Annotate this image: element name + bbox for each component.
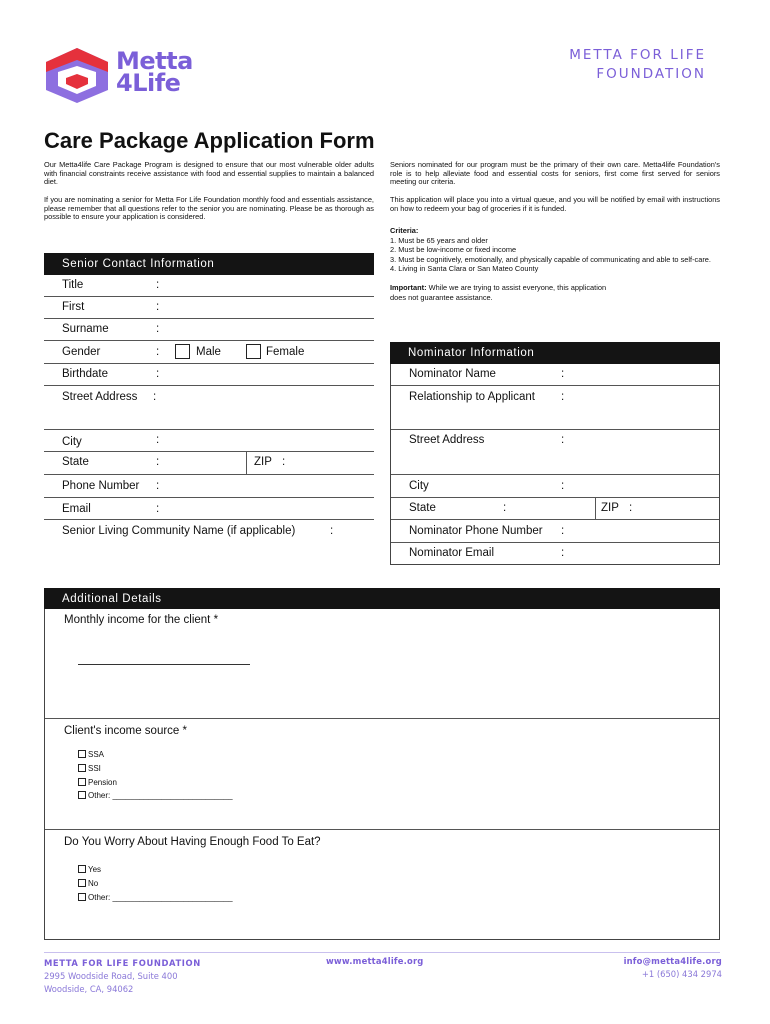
logo-mark-icon: [44, 46, 110, 104]
nominator-name-field[interactable]: [391, 364, 719, 386]
income-input[interactable]: [78, 655, 250, 665]
colon: :: [156, 480, 160, 492]
colon: :: [561, 368, 565, 380]
colon: :: [156, 301, 160, 313]
colon: :: [282, 456, 286, 468]
first-label: First: [62, 301, 85, 313]
relationship-field[interactable]: [391, 386, 719, 430]
nominator-email-field[interactable]: [391, 543, 719, 564]
colon: :: [156, 368, 160, 380]
colon: :: [561, 434, 565, 446]
checkbox[interactable]: [78, 879, 86, 887]
colon: :: [156, 503, 160, 515]
email-link[interactable]: info@metta4life.org: [623, 956, 722, 966]
checkbox[interactable]: [78, 778, 86, 786]
relationship-label: Relationship to Applicant: [409, 391, 535, 403]
nominator-street-label: Street Address: [409, 434, 485, 446]
food-option-yes[interactable]: Yes: [78, 863, 233, 877]
gender-label: Gender: [62, 346, 101, 358]
criteria-block: [390, 226, 720, 302]
phone-label: Phone Number: [62, 480, 140, 492]
street-label: Street Address: [62, 391, 138, 403]
footer-website[interactable]: [326, 955, 423, 968]
colon: :: [330, 525, 334, 537]
city-label: City: [62, 436, 82, 448]
website-link[interactable]: www.metta4life.org: [326, 956, 424, 966]
gender-field: [44, 341, 374, 364]
nominator-phone-label: Nominator Phone Number: [409, 525, 543, 537]
birthdate-field[interactable]: [44, 364, 374, 386]
additional-section-heading: Additional Details: [44, 588, 720, 609]
criteria-item: 2. Must be low-income or fixed income: [390, 245, 517, 255]
male-checkbox[interactable]: [175, 344, 190, 359]
nominator-phone-field[interactable]: [391, 520, 719, 543]
criteria-item: 4. Living in Santa Clara or San Mateo County: [390, 264, 539, 274]
logo-line-2: 4Life: [116, 69, 181, 97]
colon: :: [156, 323, 160, 335]
male-label: Male: [196, 346, 221, 358]
colon: :: [629, 502, 633, 514]
city-field[interactable]: [44, 430, 374, 452]
phone-field[interactable]: [44, 475, 374, 498]
footer-divider: [44, 952, 720, 953]
food-question: Do You Worry About Having Enough Food To Eat?: [64, 836, 321, 848]
nominator-city-label: City: [409, 480, 429, 492]
title-field[interactable]: [44, 275, 374, 297]
nominator-state-label: State: [409, 502, 436, 514]
source-option-other[interactable]: Other: ___________________________: [78, 789, 233, 803]
food-option-no[interactable]: No: [78, 877, 233, 891]
footer-address-line-2: Woodside, CA, 94062: [44, 984, 134, 994]
footer-address-line-1: 2995 Woodside Road, Suite 400: [44, 971, 178, 981]
colon: :: [561, 480, 565, 492]
colon: :: [561, 391, 565, 403]
community-field[interactable]: [44, 520, 374, 542]
street-address-field[interactable]: [44, 386, 374, 430]
colon: :: [156, 434, 160, 446]
zip-label: ZIP: [254, 456, 272, 468]
source-option-pension[interactable]: Pension: [78, 776, 233, 790]
colon: :: [156, 346, 160, 358]
income-question: Monthly income for the client *: [64, 614, 219, 626]
criteria-item: 3. Must be cognitively, emotionally, and physically capable of communicating and able to self-care.: [390, 254, 711, 264]
email-field[interactable]: [44, 498, 374, 520]
surname-field[interactable]: [44, 319, 374, 341]
colon: :: [561, 525, 565, 537]
checkbox[interactable]: [78, 791, 86, 799]
state-zip-row: [44, 452, 374, 475]
footer-org-name: METTA FOR LIFE FOUNDATION: [44, 958, 201, 968]
footer-contact: [624, 955, 722, 981]
intro-left-p1: Our Metta4life Care Package Program is designed to ensure that our most vulnerable older adults with financial constraints receive assistance with food and essential supplies to maintain a balanced diet.: [44, 160, 374, 187]
nominator-email-label: Nominator Email: [409, 547, 494, 559]
first-name-field[interactable]: [44, 297, 374, 319]
criteria-item: 1. Must be 65 years and older: [390, 235, 488, 245]
intro-left-p2: If you are nominating a senior for Metta For Life Foundation monthly food and essentials assistance, please remember that all questions refer to the senior you are nominating. Please be as thorough as possible to ensure your application is considered.: [44, 195, 374, 222]
state-label: State: [62, 456, 89, 468]
checkbox[interactable]: [78, 865, 86, 873]
footer-address: [44, 957, 201, 996]
female-checkbox[interactable]: [246, 344, 261, 359]
nominator-city-field[interactable]: [391, 475, 719, 498]
title-label: Title: [62, 279, 84, 291]
criteria-title: Criteria:: [390, 226, 419, 235]
nominator-street-field[interactable]: [391, 430, 719, 475]
logo-line-1: Metta: [116, 47, 193, 75]
nominator-section-heading: Nominator Information: [390, 342, 720, 364]
nominator-form: [390, 364, 720, 565]
nominator-state-zip-row: [391, 498, 719, 520]
intro-right-p1: Seniors nominated for our program must be the primary of their own care. Metta4life Foundation's role is to help alleviate food and essential costs for seniors, first come first served for seniors meeting our criteria.: [390, 160, 720, 187]
nominator-zip-label: ZIP: [601, 502, 619, 514]
food-options: [78, 863, 233, 904]
source-options: [78, 748, 233, 803]
birthdate-label: Birthdate: [62, 368, 109, 380]
colon: :: [561, 547, 565, 559]
checkbox[interactable]: [78, 764, 86, 772]
email-label: Email: [62, 503, 91, 515]
org-name-line-2: FOUNDATION: [596, 66, 706, 82]
senior-section-heading: Senior Contact Information: [44, 253, 374, 275]
important-text: While we are trying to assist everyone, this application does not guarantee assistance.: [390, 282, 607, 302]
org-name-line-1: METTA FOR LIFE: [569, 47, 706, 63]
page-title: Care Package Application Form: [44, 128, 375, 153]
source-option-ssa[interactable]: SSA: [78, 748, 233, 762]
surname-label: Surname: [62, 323, 109, 335]
colon: :: [153, 391, 157, 403]
important-note: [390, 283, 620, 302]
colon: :: [156, 456, 160, 468]
important-label: Important:: [390, 282, 427, 292]
female-label: Female: [266, 346, 305, 358]
checkbox[interactable]: [78, 750, 86, 758]
food-option-other[interactable]: Other: ___________________________: [78, 891, 233, 905]
phone-number: +1 (650) 434 2974: [641, 969, 722, 979]
nominator-name-label: Nominator Name: [409, 368, 496, 380]
source-option-ssi[interactable]: SSI: [78, 762, 233, 776]
colon: :: [156, 279, 160, 291]
checkbox[interactable]: [78, 893, 86, 901]
org-name-header: [569, 46, 706, 84]
community-label: Senior Living Community Name (if applicable): [62, 525, 296, 537]
source-question: Client's income source *: [64, 725, 187, 737]
intro-right-p2: This application will place you into a virtual queue, and you will be notified by email with instructions on how to redeem your bag of groceries if it is funded.: [390, 195, 720, 213]
colon: :: [503, 502, 507, 514]
